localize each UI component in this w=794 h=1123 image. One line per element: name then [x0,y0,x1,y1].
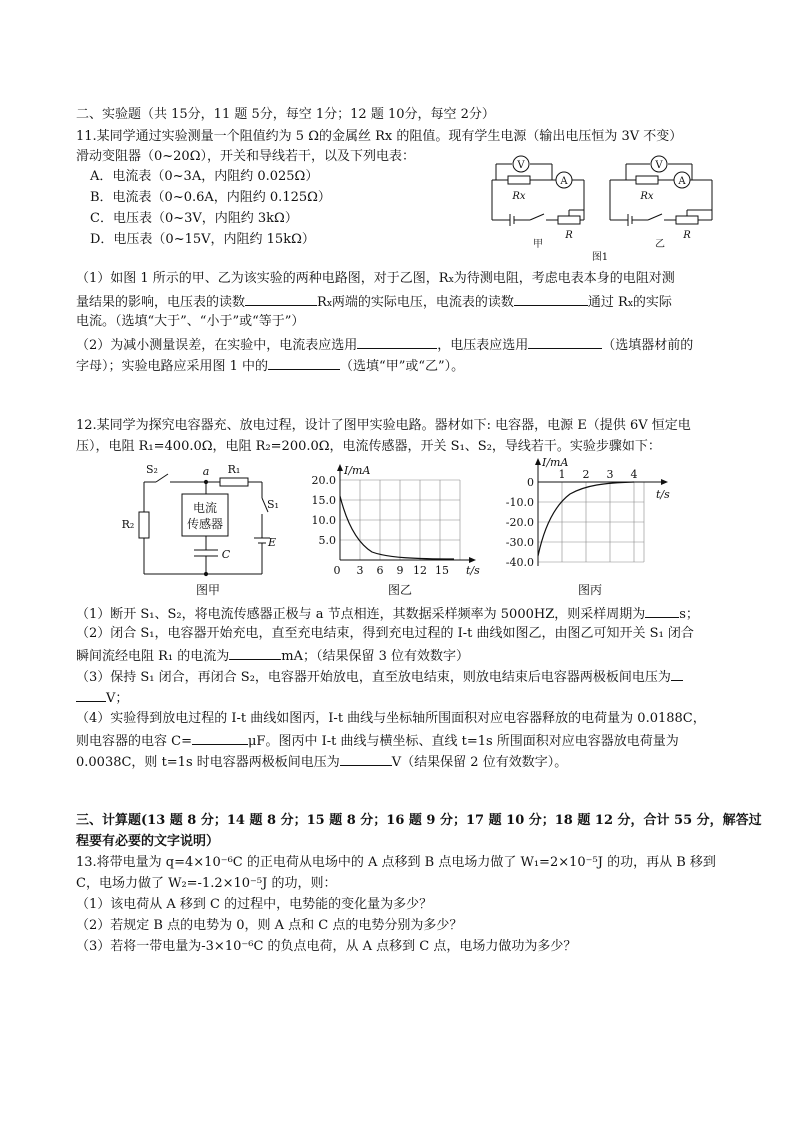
answer-blank[interactable] [268,356,340,370]
q12-part1 [76,604,699,624]
q11-p2-text-c: （选填器材前的 [602,338,694,353]
answer-blank[interactable] [245,292,317,306]
fig-yi-ytick: 15.0 [311,494,336,507]
fig1-right-ammeter-label: A [678,176,686,187]
q11-part2-line1 [76,335,693,355]
q13-line2: C，电场力做了 W₂=-1.2×10⁻⁵J 的功，则： [76,876,337,891]
answer-blank[interactable] [528,335,602,349]
figure-yi-chart [308,462,486,600]
fig-bing-ytick: -10.0 [505,496,534,509]
q11-option-a: A．电流表（0~3A，内阻约 0.025Ω） [90,169,319,184]
q11-p1-text-b: 为待测电阻，考虑电表本身的电阻对测 [453,271,675,286]
q11-part1-line3: 电流。（选填“大于”、“小于”或“等于”） [76,314,305,329]
fig-yi-xtick: 12 [413,564,427,577]
fig-bing-ytick: -30.0 [505,536,534,549]
fig-bing-xtick: 3 [606,468,614,481]
fig-yi-xtick: 0 [333,564,341,577]
q12-part2-line2 [76,646,469,666]
fig-bing-xlabel: t/s [656,488,670,501]
fig-yi-xlabel: t/s [466,564,480,577]
q13-part3: （3）若将一带电量为-3×10⁻⁶C 的负点电荷，从 A 点移到 C 点，电场力做功为多少？ [76,939,577,954]
answer-blank[interactable] [357,335,437,349]
fig1-left-caption: 甲 [533,239,543,250]
fig1-left-ammeter-label: A [560,176,568,187]
answer-blank[interactable] [229,646,281,660]
q12-part3-line2 [76,688,128,708]
answer-blank[interactable] [340,752,392,766]
fig-bing-ytick: 0 [527,476,534,489]
fig-jia-sensor-label-2: 传感器 [186,517,224,531]
q12-p4-text-c: 0.0038C，则 t=1s 时电容器两极板间电压为 [76,755,340,770]
fig-bing-xtick: 2 [582,468,590,481]
fig1-right-r-label: R [683,230,691,241]
q12-p1-end: s； [679,607,699,622]
q12-p4-end-c: V（结果保留 2 位有效数字）。 [391,755,568,770]
figure-jia-circuit [118,462,279,600]
q11-line2: 滑动变阻器（0~20Ω），开关和导线若干，以及下列电表： [76,149,415,164]
fig1-right-voltmeter-label: V [655,160,663,171]
fig-jia-e-label: E [267,536,277,549]
fig-jia-caption: 图甲 [195,583,221,597]
fig-bing-ylabel: I/mA [542,456,569,469]
q12-p3-text: （3）保持 S₁ 闭合，再闭合 S₂，电容器开始放电，直至放电结束，则放电结束后电容器两极板间电压为 [76,670,671,685]
fig-jia-sensor-label-1: 电流 [192,501,218,515]
q12-part4-line3 [76,752,567,772]
q13-part2: （2）若规定 B 点的电势为 0，则 A 点和 C 点的电势分别为多少？ [76,918,463,933]
q11-p1-text-f: 通过 R [587,295,628,310]
section-title: 二、实验题（共 15分，11 题 5分，每空 1分；12 题 10分，每空 2分） [76,107,495,122]
fig-yi-ytick: 10.0 [311,514,336,527]
fig-jia-a-label: a [202,465,210,478]
q12-p1-text: （1）断开 S₁、S₂，将电流传感器正极与 a 节点相连，其数据采样频率为 5000HZ，则采样周期为 [76,607,646,622]
fig-jia-s2-label: S₂ [146,463,158,476]
q11-p2-text-a: （2）为减小测量误差，在实验中，电流表应选用 [76,338,358,353]
answer-blank[interactable] [514,292,588,306]
q11-sub-x: x [326,299,332,309]
q12-part4-line2 [76,731,679,751]
q12-line2: 压），电阻 R₁=400.0Ω，电阻 R₂=200.0Ω，电流传感器，开关 S₁、S₂，导线若干。实验步骤如下： [76,439,661,454]
q11-p1-text-g: 的实际 [632,295,672,310]
section-3-title-line1: 三、计算题(13 题 8 分；14 题 8 分；15 题 8 分；16 题 9 分；17 题 10 分；18 题 12 分，合计 55 分，解答过 [76,813,762,828]
q11-option-d: D．电压表（0~15V，内阻约 15kΩ） [90,232,315,247]
q11-p1-text-c: 量结果的影响，电压表的读数 [76,295,246,310]
fig-yi-xtick: 3 [356,564,364,577]
fig-jia-c-label: C [221,548,231,561]
fig-yi-ylabel: I/mA [344,464,371,477]
q11-line1: 11.某同学通过实验测量一个阻值约为 5 Ω的金属丝 Rx 的阻值。现有学生电源（输出电压恒为 3V 不变） [76,129,683,144]
q11-p2-text-b: ，电压表应选用 [437,338,529,353]
q12-part3-line1 [76,667,683,687]
q11-p2-text-e: （选填“甲”或“乙”）。 [340,359,465,374]
fig1-left-r-label: R [565,230,573,241]
fig-bing-ytick: -20.0 [505,516,534,529]
fig-yi-caption: 图乙 [387,583,413,597]
fig-jia-s1-label: S₁ [267,498,279,511]
q12-line1: 12.某同学为探究电容器充、放电过程，设计了图甲实验电路。器材如下: 电容器，电源 E（提供 6V 恒定电 [76,418,691,433]
answer-blank[interactable] [76,688,106,702]
q11-p1-text-a: （1）如图 1 所示的甲、乙为该实验的两种电路图，对于乙图，R [76,271,449,286]
fig-bing-ytick: -40.0 [505,556,534,569]
fig1-left-rx-label: Rx [512,191,526,202]
fig-jia-r2-label: R₂ [121,518,135,531]
figure-bing-chart [494,452,684,600]
q12-p4-text-b: 则电容器的电容 C= [76,734,192,749]
fig1-right-caption: 乙 [655,239,665,250]
fig1-caption: 图1 [591,252,609,263]
fig-yi-ytick: 5.0 [318,534,336,547]
q12-part2-line1: （2）闭合 S₁，电容器开始充电，直至充电结束，得到充电过程的 I-t 曲线如图乙，由图乙可知开关 S₁ 闭合 [76,626,694,641]
fig-yi-xtick: 6 [376,564,384,577]
answer-blank[interactable] [192,731,248,745]
fig-bing-caption: 图丙 [577,583,603,597]
q12-p3-end: V； [106,691,129,706]
answer-blank[interactable] [645,604,679,618]
fig-jia-r1-label: R₁ [227,463,241,476]
figure-1-circuits [486,152,718,264]
fig1-right-rx-label: Rx [640,191,654,202]
fig-yi-xtick: 9 [396,564,404,577]
q11-option-c: C．电压表（0~3V，内阻约 3kΩ） [90,211,298,226]
q13-part1: （1）该电荷从 A 移到 C 的过程中，电势能的变化量为多少？ [76,897,433,912]
fig-yi-ytick: 20.0 [311,474,336,487]
q11-part1-line1 [76,270,675,289]
q12-p2-end: mA；（结果保留 3 位有效数字） [281,649,470,664]
fig-bing-xtick: 1 [558,468,566,481]
q12-p2-text: 瞬间流经电阻 R₁ 的电流为 [76,649,230,664]
q13-line1: 13.将带电量为 q=4×10⁻⁶C 的正电荷从电场中的 A 点移到 B 点电场力做了 W₁=2×10⁻⁵J 的功，再从 B 移到 [76,855,716,870]
q11-p1-text-e: 两端的实际电压，电流表的读数 [331,295,514,310]
fig1-left-voltmeter-label: V [517,160,525,171]
q11-part2-line2 [76,356,464,376]
section-3-title-line2: 程要有必要的文字说明） [76,834,220,849]
q11-sub-x: x [627,299,633,309]
q11-p2-text-d: 字母）；实验电路应采用图 1 中的 [76,359,269,374]
q11-sub-x: x [448,275,454,285]
q11-option-b: B．电流表（0~0.6A，内阻约 0.125Ω） [90,190,331,205]
q12-p4-end-b: μF。图丙中 I-t 曲线与横坐标、直线 t=1s 所围面积对应电容器放电荷量为 [247,734,679,749]
q12-part4-line1: （4）实验得到放电过程的 I-t 曲线如图丙，I-t 曲线与坐标轴所围面积对应电容器释放的电荷量为 0.0188C， [76,711,706,726]
fig-bing-xtick: 4 [630,468,638,481]
fig-yi-charging-curve [340,496,454,559]
fig-yi-xtick: 15 [435,564,449,577]
answer-blank[interactable] [671,667,683,681]
q11-part1-line2 [76,292,672,313]
q11-p1-text-d: R [317,295,327,310]
